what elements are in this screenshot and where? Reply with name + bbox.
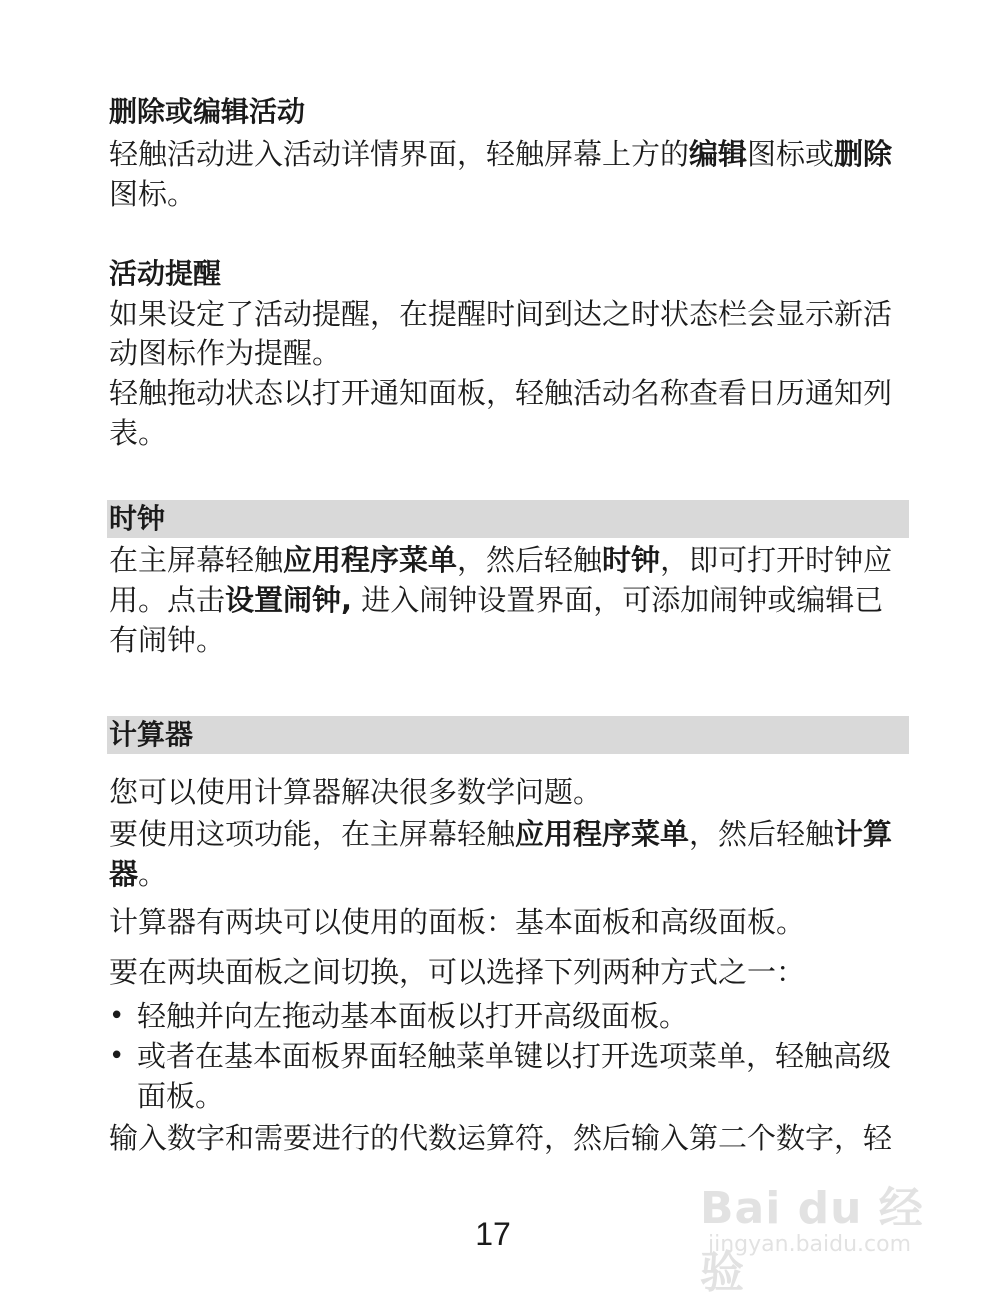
page-number: 17 — [475, 1216, 511, 1252]
paragraph-line: 动图标作为提醒。 — [109, 336, 342, 370]
paragraph-line: 轻触拖动状态以打开通知面板，轻触活动名称查看日历通知列 — [109, 376, 893, 410]
paragraph-line: 您可以使用计算器解决很多数学问题。 — [109, 775, 603, 809]
bullet-item: 或者在基本面板界面轻触菜单键以打开选项菜单，轻触高级 — [137, 1039, 892, 1073]
paragraph-line: 轻触活动进入活动详情界面，轻触屏幕上方的编辑图标或删除 — [109, 137, 893, 171]
bullet-item-continuation: 面板。 — [137, 1079, 225, 1113]
paragraph-line: 输入数字和需要进行的代数运算符，然后输入第二个数字，轻 — [109, 1121, 893, 1155]
section-title-reminder: 活动提醒 — [109, 257, 222, 290]
paragraph-line: 有闹钟。 — [109, 623, 226, 657]
section-title-calculator: 计算器 — [109, 718, 194, 751]
paragraph-line: 用。点击设置闹钟, 进入闹钟设置界面，可添加闹钟或编辑已 — [109, 583, 884, 617]
baidu-watermark — [700, 1160, 940, 1298]
paragraph-line: 要使用这项功能，在主屏幕轻触应用程序菜单，然后轻触计算 — [109, 817, 893, 851]
section-header-clock — [107, 500, 909, 538]
bullet-marker: • — [109, 1041, 125, 1071]
bullet-marker: • — [109, 1001, 125, 1031]
section-title-edit-delete: 删除或编辑活动 — [109, 95, 306, 128]
edit-term: 编辑 — [689, 137, 748, 171]
section-header-calculator — [107, 716, 909, 754]
section-title-clock: 时钟 — [109, 502, 166, 535]
paragraph-line: 表。 — [109, 416, 168, 450]
paragraph-line: 图标。 — [109, 177, 197, 211]
paragraph-line: 如果设定了活动提醒，在提醒时间到达之时状态栏会显示新活 — [109, 297, 893, 331]
bullet-item: 轻触并向左拖动基本面板以打开高级面板。 — [137, 999, 689, 1033]
watermark-logo: Bai du 经验 — [700, 1183, 924, 1298]
delete-term: 删除 — [834, 137, 893, 171]
paragraph-line: 要在两块面板之间切换，可以选择下列两种方式之一： — [109, 955, 806, 989]
paragraph-line: 器。 — [109, 857, 168, 891]
paragraph-line: 在主屏幕轻触应用程序菜单，然后轻触时钟，即可打开时钟应 — [109, 543, 893, 577]
watermark-url: jingyan.baidu.com — [708, 1232, 912, 1257]
paragraph-line: 计算器有两块可以使用的面板：基本面板和高级面板。 — [109, 905, 806, 939]
